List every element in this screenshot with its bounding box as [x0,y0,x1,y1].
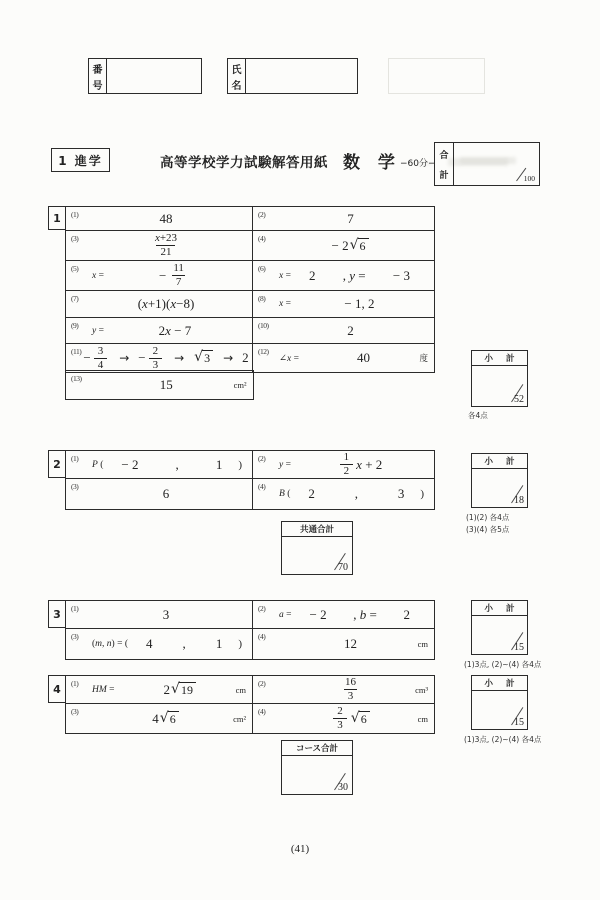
max-score: 15 [514,642,524,653]
name-label [228,59,246,93]
answer-cell-4-1 [66,676,253,704]
section-number-3 [48,600,66,628]
answer-cell-2-3 [66,479,253,509]
answer-part: 2 √ 19 [164,682,197,698]
course-total-score-area [282,756,352,794]
answer-part: 4 √ 6 [152,711,179,727]
square-root: √ 6 [351,711,370,727]
fraction: $\frac{1}{2}$ [340,451,354,478]
answer-cell-3-3 [66,629,253,659]
question-number: (3) [71,234,79,243]
answer-prefix: y = [92,325,104,336]
answer-part: − 2 [121,456,139,472]
answer-value [90,607,242,623]
fraction: $\frac{3}{4}$ [94,345,108,372]
common-total-box [281,521,353,575]
answer-part: 12 [344,636,357,651]
question-number: (4) [258,632,266,641]
fraction: $\frac{2}{3}$ [333,705,347,732]
answer-value [90,377,243,393]
answer-part: 6 [162,486,170,501]
answer-cell-1-8 [253,291,434,318]
question-number: (2) [258,210,266,219]
answer-value [277,676,424,703]
answer-cell-3-2 [253,601,434,629]
bleed-artifact [460,157,516,164]
answer-part: − 3 [392,267,410,283]
answer-part: $\frac{1}{2}$ x + 2 [337,451,383,478]
course-tag-label: 1 進学 [58,153,103,168]
question-number: (3) [71,482,79,491]
max-score: 70 [338,562,348,573]
answer-prefix: HM = [92,684,115,695]
unit-label: cm² [233,379,247,390]
label-char: 名 [231,80,242,92]
label-char: 計 [439,170,449,181]
answer-part: 3 [397,486,405,501]
answer-cell-2-2 [253,451,434,479]
answer-part: 7 [347,210,354,226]
subject-title: 数 学 [343,153,401,173]
grand-total-score-area [454,143,539,185]
question-number: (2) [258,604,266,613]
answer-part: , [175,456,179,472]
square-root: √ 3 [194,350,213,366]
answer-value [90,211,242,227]
section-number-2 [48,450,66,478]
section-number-label: 4 [53,682,61,696]
answer-value [108,262,242,289]
answer-part: , [354,486,358,501]
max-score: 15 [514,717,524,728]
question-number: (3) [71,707,79,716]
name-box [227,58,358,94]
answer-part: 40 [356,350,370,365]
section-number-1 [48,206,66,230]
duration-label: −60分− [400,159,436,169]
section-number-4 [48,675,66,703]
course-total-box [281,740,353,795]
answer-value [277,323,424,339]
section-3-table [65,600,435,660]
answer-part: 4 [145,636,153,651]
answer-cell-1-13 [66,371,253,399]
subtotal-title: 小 計 [472,351,527,366]
course-tag [51,148,110,172]
section-2-table [65,450,435,510]
grand-total-label [435,143,454,185]
answer-cell-1-12 [253,344,434,372]
answer-part: 48 [159,210,173,226]
arrow-icon: → [223,351,234,365]
section-number-label: 3 [53,607,61,621]
section-number-label: 2 [53,457,61,471]
label-char: 号 [92,80,103,92]
answer-cell-4-4 [253,704,434,733]
answer-prefix: x = [279,270,291,281]
question-number: (1) [71,454,79,463]
answer-cell-4-2 [253,676,434,704]
subtotal-score-area [472,691,527,729]
answer-value [303,350,424,366]
question-number: (2) [258,454,266,463]
answer-prefix: x = [279,299,291,309]
answer-value [277,636,424,652]
section-1-table [65,206,435,373]
fraction: $\frac{11}{7}$ [173,262,184,288]
answer-suffix: ) [238,458,242,471]
max-score: 18 [514,495,524,506]
square-root: √ 19 [171,682,196,698]
answer-part: ( x +1)( x −8) [137,296,195,311]
course-total-title: コース合計 [282,741,352,756]
name-field [246,59,357,93]
question-number: (4) [258,707,266,716]
answer-cell-2-4 [253,479,434,509]
subtotal-title: 小 計 [472,601,527,616]
unit-label: cm² [233,713,246,724]
examinee-number-field [107,59,201,93]
common-total-score-area [282,537,352,574]
answer-value [277,238,424,254]
answer-value [277,211,424,227]
examinee-number-label [89,59,107,93]
answer-cell-1-9 [66,318,253,344]
fraction: $\frac{16}{3}$ [345,676,356,702]
answer-cell-3-4 [253,629,434,659]
question-number: (4) [258,482,266,491]
question-number: (2) [258,679,266,688]
answer-suffix: ) [238,638,242,650]
answer-part: , y = [342,267,366,283]
question-number: (1) [71,604,79,613]
answer-cell-3-1 [66,601,253,629]
answer-cell-1-7 [66,291,253,318]
scoring-note: 各4点 [468,411,488,420]
answer-prefix: y = [279,459,291,470]
section-1-extra-row [65,370,254,400]
question-number: (1) [71,210,79,219]
scoring-note: (1)3点, (2)~(4) 各4点 [464,735,542,744]
answer-part [338,676,363,703]
answer-value [277,705,424,732]
subtotal-box-2 [471,453,528,508]
unit-label: 度 [419,354,428,364]
answer-value [295,607,424,623]
question-number: (9) [71,321,79,330]
subtotal-title: 小 計 [472,454,527,469]
answer-part: 15 [159,376,173,392]
max-score: 30 [338,782,348,793]
answer-cell-1-5 [66,261,253,291]
answer-prefix: (m, n) = ( [92,639,128,649]
question-number: (6) [258,264,266,273]
question-number: (11) [71,347,82,356]
fraction: $\frac{2}{3}$ [149,345,163,372]
scoring-note: (1)3点, (2)~(4) 各4点 [464,660,542,669]
sheet-title: 高等学校学力試験解答用紙 [160,155,328,171]
max-score: 52 [514,394,524,405]
answer-cell-1-1 [66,207,253,231]
unit-label: cm [417,639,428,649]
answer-part: 1 [215,456,223,472]
answer-prefix: ∠x = [279,353,299,364]
answer-prefix: B ( [279,489,291,499]
question-number: (1) [71,679,79,688]
answer-value [83,344,249,372]
answer-prefix: P ( [92,459,104,470]
subtotal-box-4 [471,675,528,730]
page-number: (41) [290,843,310,855]
fraction: $\frac{x+23}{21}$ [154,232,178,258]
answer-prefix: x = [92,270,104,281]
answer-value [90,486,242,502]
subtotal-score-area [472,469,527,507]
answer-cell-1-4 [253,231,434,261]
answer-value [294,486,418,502]
answer-part: 2 [347,322,354,338]
unit-label: cm³ [415,684,428,695]
answer-value [90,711,242,727]
answer-value [295,451,424,478]
answer-value [295,268,424,284]
square-root: √ 6 [350,238,369,254]
answer-part: − $\frac{3}{4}$ → − $\frac{2}{3}$ → √ 3 → 2 [83,344,249,371]
scoring-note: (3)(4) 各5点 [466,525,510,534]
answer-value [132,636,236,652]
answer-cell-1-11 [66,344,253,372]
subtotal-box-3 [471,600,528,655]
answer-value [90,296,242,312]
answer-part: 1 [215,636,223,651]
answer-cell-1-10 [253,318,434,344]
question-number: (12) [258,347,269,356]
answer-part [330,705,370,732]
subtotal-title: 小 計 [472,676,527,691]
answer-cell-1-2 [253,207,434,231]
answer-value [119,682,242,698]
answer-part: − 2 √ 6 [331,238,369,254]
answer-part: − 2 [309,606,327,622]
answer-cell-1-3 [66,231,253,261]
question-number: (3) [71,632,79,641]
arrow-icon: → [174,351,185,365]
label-char: 合 [439,150,449,161]
answer-part: − $\frac{11}{7}$ [159,262,191,289]
subtotal-score-area [472,616,527,654]
question-number: (4) [258,234,266,243]
answer-cell-4-3 [66,704,253,733]
answer-value [107,457,236,473]
common-total-title: 共通合計 [282,522,352,537]
section-number-label: 1 [53,211,61,225]
answer-part [148,232,184,259]
answer-part: 2 [403,606,410,622]
bleed-artifact [388,58,485,94]
answer-part: − 1, 2 [344,296,375,311]
answer-part: 2 x − 7 [158,322,192,338]
answer-value [108,323,242,339]
answer-value [90,232,242,259]
answer-value [295,296,424,312]
section-4-table [65,675,435,734]
question-number: (10) [258,321,269,330]
answer-part: , [182,636,186,651]
answer-prefix: a = [279,609,292,620]
label-char: 氏 [231,64,242,76]
label-char: 番 [92,64,103,76]
subtotal-score-area [472,366,527,406]
question-number: (5) [71,264,79,273]
answer-cell-1-6 [253,261,434,291]
arrow-icon: → [119,351,130,365]
question-number: (13) [71,373,82,383]
answer-part: , b = [353,606,377,622]
answer-cell-2-1 [66,451,253,479]
subtotal-box-1 [471,350,528,407]
grand-total-box [434,142,540,186]
square-root: √ 6 [160,711,179,727]
question-number: (8) [258,294,266,303]
unit-label: cm [417,713,428,724]
answer-part: 2 [308,267,316,283]
question-number: (7) [71,294,79,303]
examinee-number-box [88,58,202,94]
answer-part: 2 [308,486,315,501]
answer-suffix: ) [420,488,424,500]
answer-part: 3 [162,606,170,622]
max-score: 100 [523,174,535,183]
scoring-note: (1)(2) 各4点 [466,513,510,522]
unit-label: cm [235,684,246,695]
